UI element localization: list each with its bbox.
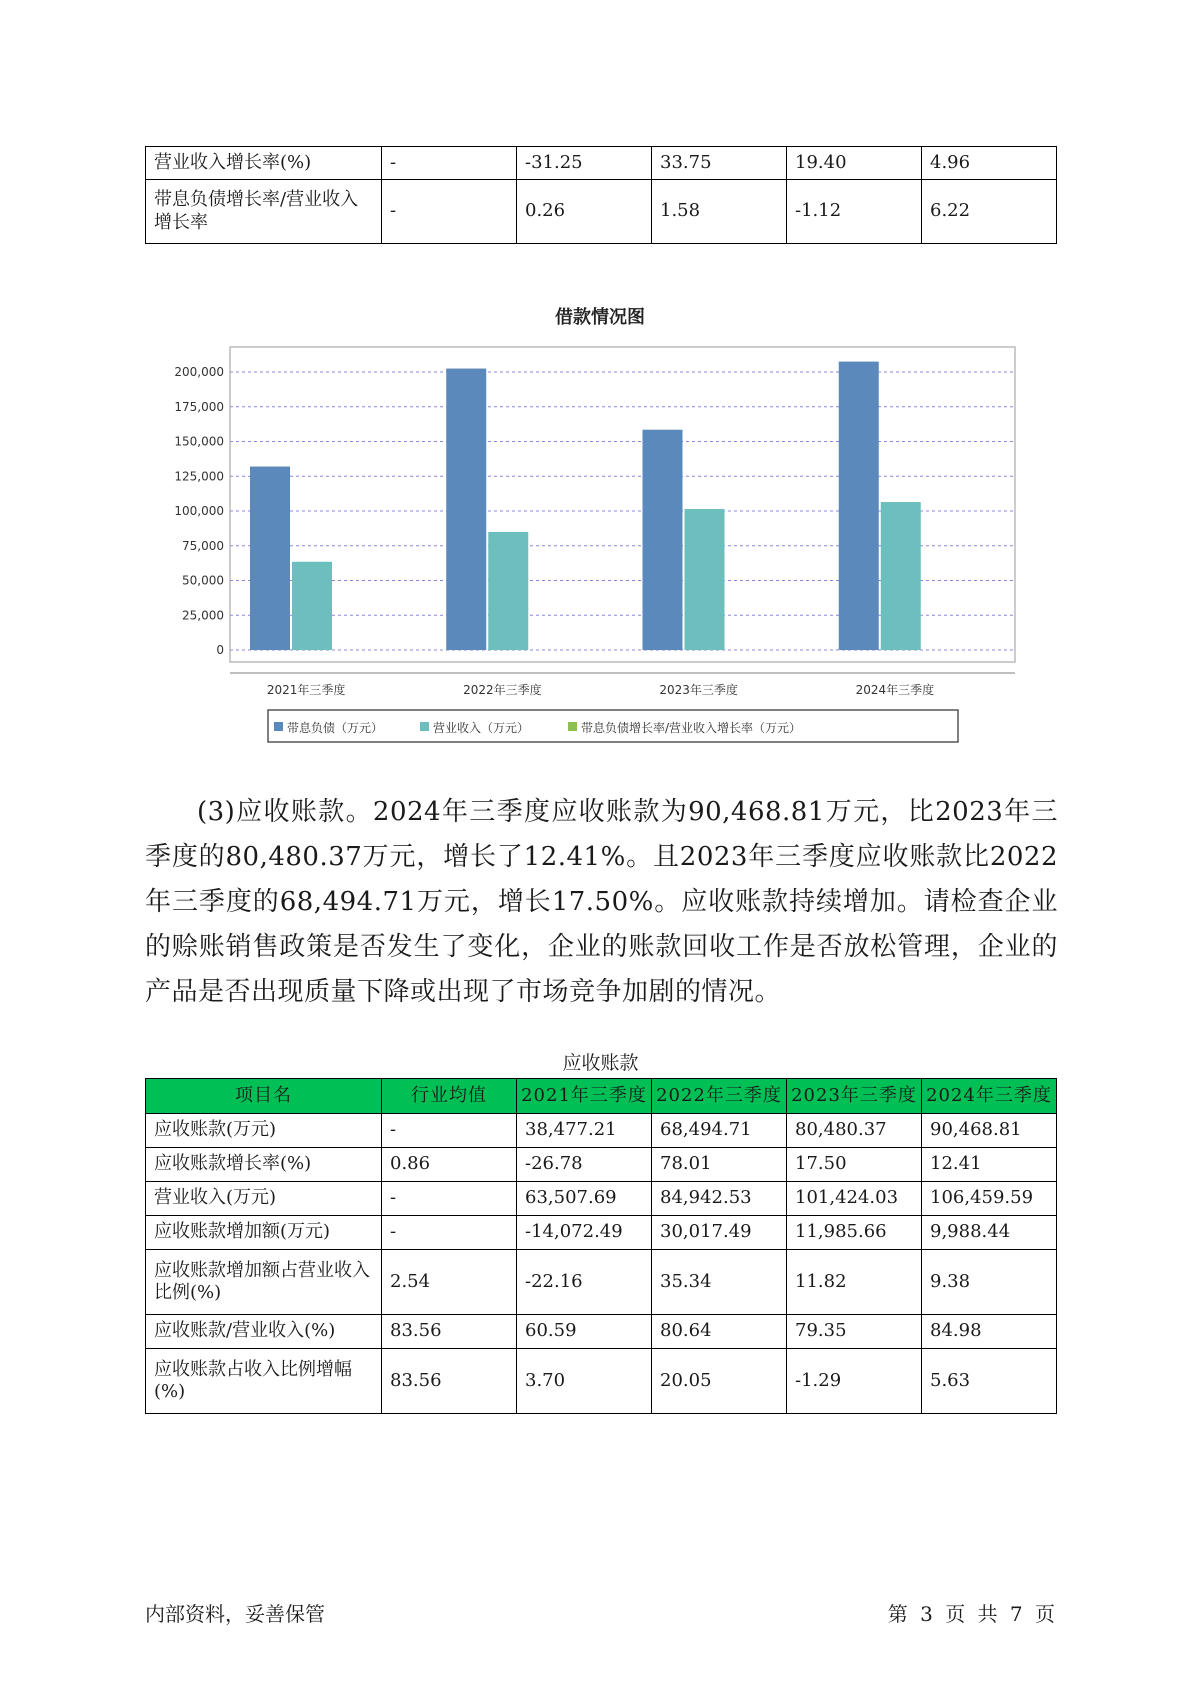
table-cell: 17.50: [787, 1148, 922, 1182]
x-tick-label: 2021年三季度: [266, 683, 346, 697]
table-cell: 84,942.53: [652, 1182, 787, 1216]
loan-chart: [140, 300, 1040, 760]
legend-label: 带息负债（万元）: [287, 721, 384, 735]
y-tick-label: 75,000: [182, 538, 224, 553]
table-cell: 79.35: [787, 1315, 922, 1349]
chart-legend: [268, 710, 958, 742]
receivables-table: [145, 1078, 1057, 1414]
row-label: 营业收入增长率(%): [146, 147, 382, 180]
table-cell: 0.86: [382, 1148, 517, 1182]
table-cell: -26.78: [517, 1148, 652, 1182]
row-label: 应收账款增加额占营业收入比例(%): [146, 1250, 382, 1315]
bar: [839, 362, 879, 650]
table-row: [146, 1250, 1057, 1315]
row-label: 应收账款(万元): [146, 1114, 382, 1148]
table-cell: 83.56: [382, 1315, 517, 1349]
table-cell: 60.59: [517, 1315, 652, 1349]
table-cell: 30,017.49: [652, 1216, 787, 1250]
y-tick-label: 200,000: [174, 365, 224, 380]
table-cell: 3.70: [517, 1349, 652, 1414]
legend-swatch: [420, 722, 429, 731]
table-cell: 80.64: [652, 1315, 787, 1349]
row-label: 应收账款占收入比例增幅(%): [146, 1349, 382, 1414]
bar: [881, 502, 921, 650]
table-cell: 63,507.69: [517, 1182, 652, 1216]
table-cell: 6.22: [922, 180, 1057, 244]
y-tick-label: 50,000: [182, 573, 224, 588]
bar: [488, 532, 528, 650]
analysis-paragraph: (3)应收账款。2024年三季度应收账款为90,468.81万元，比2023年三季度的80,480.37万元，增长了12.41%。且2023年三季度应收账款比2022年三季度的68,494.71万元，增长17.50%。应收账款持续增加。请检查企业的赊账销售政策是否发生了变化，企业的账款回收工作是否放松管理，企业的产品是否出现质量下降或出现了市场竞争加剧的情况。: [145, 797, 1058, 1007]
table-cell: -: [382, 1216, 517, 1250]
table-cell: 9.38: [922, 1250, 1057, 1315]
table-cell: -22.16: [517, 1250, 652, 1315]
chart-title: 借款情况图: [555, 307, 645, 328]
table-row: [146, 1182, 1057, 1216]
table-row: [146, 147, 1057, 180]
table-cell: -1.12: [787, 180, 922, 244]
table-cell: 11,985.66: [787, 1216, 922, 1250]
table-row: [146, 1216, 1057, 1250]
table-cell: -1.29: [787, 1349, 922, 1414]
column-header: 项目名: [146, 1079, 382, 1114]
table-cell: -: [382, 180, 517, 244]
bar: [685, 509, 725, 650]
legend-label: 营业收入（万元）: [433, 721, 530, 735]
table-cell: 84.98: [922, 1315, 1057, 1349]
table-cell: 2.54: [382, 1250, 517, 1315]
y-tick-label: 25,000: [182, 608, 224, 623]
table-cell: 0.26: [517, 180, 652, 244]
row-label: 营业收入(万元): [146, 1182, 382, 1216]
table-cell: -14,072.49: [517, 1216, 652, 1250]
table-cell: 20.05: [652, 1349, 787, 1414]
row-label: 应收账款增加额(万元): [146, 1216, 382, 1250]
legend-swatch: [274, 722, 283, 731]
table-cell: 4.96: [922, 147, 1057, 180]
table-header-row: [146, 1079, 1057, 1114]
page-number: 第 3 页 共 7 页: [887, 1602, 1055, 1626]
column-header: 2022年三季度: [652, 1079, 787, 1114]
column-header: 2024年三季度: [922, 1079, 1057, 1114]
table-cell: 68,494.71: [652, 1114, 787, 1148]
bar: [250, 467, 290, 650]
table-cell: 9,988.44: [922, 1216, 1057, 1250]
table-row: [146, 1315, 1057, 1349]
x-labels: [267, 682, 934, 697]
table-cell: 38,477.21: [517, 1114, 652, 1148]
table-cell: 19.40: [787, 147, 922, 180]
y-tick-label: 0: [216, 643, 224, 657]
table-cell: 106,459.59: [922, 1182, 1057, 1216]
column-header: 2021年三季度: [517, 1079, 652, 1114]
row-label: 应收账款增长率(%): [146, 1148, 382, 1182]
table-cell: -: [382, 147, 517, 180]
table-cell: 33.75: [652, 147, 787, 180]
table-cell: 11.82: [787, 1250, 922, 1315]
table-cell: 101,424.03: [787, 1182, 922, 1216]
y-tick-label: 150,000: [174, 434, 224, 449]
table-row: [146, 1148, 1057, 1182]
table-cell: 35.34: [652, 1250, 787, 1315]
table-cell: 5.63: [922, 1349, 1057, 1414]
column-header: 行业均值: [382, 1079, 517, 1114]
bar: [292, 562, 332, 650]
table-cell: -: [382, 1182, 517, 1216]
table-cell: -: [382, 1114, 517, 1148]
growth-table: [145, 146, 1057, 244]
chart-svg: [140, 300, 1040, 760]
table-cell: 90,468.81: [922, 1114, 1057, 1148]
column-header: 2023年三季度: [787, 1079, 922, 1114]
row-label: 带息负债增长率/营业收入增长率: [146, 180, 382, 244]
table-row: [146, 1349, 1057, 1414]
x-tick-label: 2022年三季度: [463, 683, 542, 697]
table-row: [146, 180, 1057, 244]
table-row: [146, 1114, 1057, 1148]
table-cell: 1.58: [652, 180, 787, 244]
footer-note: 内部资料，妥善保管: [145, 1602, 325, 1626]
legend-swatch: [568, 722, 577, 731]
y-tick-label: 125,000: [174, 469, 224, 484]
table-cell: -31.25: [517, 147, 652, 180]
table-cell: 78.01: [652, 1148, 787, 1182]
table-caption: 应收账款: [562, 1052, 639, 1074]
table-cell: 80,480.37: [787, 1114, 922, 1148]
x-tick-label: 2024年三季度: [855, 683, 935, 697]
bar: [446, 369, 486, 650]
y-tick-label: 175,000: [174, 399, 224, 414]
row-label: 应收账款/营业收入(%): [146, 1315, 382, 1349]
table-cell: 12.41: [922, 1148, 1057, 1182]
y-tick-label: 100,000: [174, 504, 224, 519]
x-tick-label: 2023年三季度: [659, 683, 738, 697]
table-cell: 83.56: [382, 1349, 517, 1414]
bar: [643, 430, 683, 650]
legend-label: 带息负债增长率/营业收入增长率（万元）: [581, 721, 802, 735]
